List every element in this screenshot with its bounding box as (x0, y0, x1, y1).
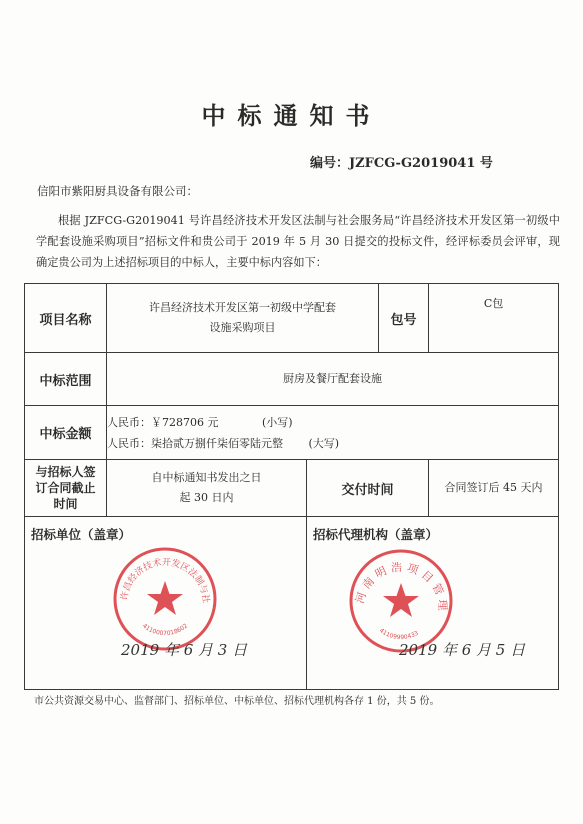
project-name-line1: 许昌经济技术开发区第一初级中学配套 (149, 301, 337, 314)
amount-label: 中标金额 (25, 406, 107, 460)
scope-label: 中标范围 (25, 353, 107, 406)
agency-label: 招标代理机构（盖章） (313, 527, 439, 542)
package-value: C包 (429, 284, 559, 353)
tenderer-signature-cell (25, 517, 307, 690)
amount-words-line (107, 433, 558, 454)
deadline-label-line3: 时间 (53, 497, 78, 511)
agency-seal-code: 41109990433 (377, 627, 420, 642)
package-label: 包号 (379, 284, 429, 353)
amount-words: 人民币：柒拾贰万捌仟柒佰零陆元整 (107, 436, 283, 450)
svg-text:4110007018602 (141, 622, 189, 637)
amount-numeric-line (107, 412, 558, 433)
agency-seal-text: 河南明浩项目管理 (353, 560, 450, 615)
deadline-value-line1: 自中标通知书发出之日 (151, 471, 262, 484)
document-number: 编号：JZFCG-G2019041 号 (310, 156, 493, 171)
deadline-label (25, 460, 107, 517)
amount-numeric-tag: (小写) (262, 415, 293, 429)
tenderer-seal (111, 545, 219, 653)
amount-cell (107, 406, 559, 460)
tenderer-seal-text: 许昌经济技术开发区法制与社 (119, 557, 211, 604)
deadline-value (107, 460, 307, 517)
delivery-label: 交付时间 (307, 460, 429, 517)
tenderer-seal-code: 4110007018602 (141, 622, 190, 638)
amount-words-tag: (大写) (308, 436, 340, 450)
project-name-cell (107, 284, 379, 353)
agency-signature-cell (307, 517, 559, 690)
notice-body: 根据 JZFCG-G2019041 号许昌经济技术开发区法制与社会服务局“许昌经济技术开发区第一初级中学配套设施采购项目”招标文件和贵公司于 2019 年 5 月 30 日提交的投标文件，经评标委员会评审，现确定贵公司为上述招标项目的中标人，主要中标内容如下： (36, 214, 560, 269)
distribution-note: 市公共资源交易中心、监督部门、招标单位、中标单位、招标代理机构各存 1 份，共 5 份。 (34, 696, 440, 707)
page-title: 中标通知书 (201, 101, 382, 130)
deadline-value-line2: 起 30 日内 (179, 491, 234, 504)
deadline-label-line2: 订合同截止 (35, 481, 96, 495)
tenderer-date: 2019 年 6 月 3 日 (121, 641, 248, 659)
addressee: 信阳市紫阳厨具设备有限公司： (37, 184, 198, 198)
award-table (24, 283, 559, 690)
scope-value: 厨房及餐厅配套设施 (107, 353, 559, 406)
delivery-value: 合同签订后 45 天内 (429, 460, 559, 517)
project-name-label: 项目名称 (25, 284, 107, 353)
amount-numeric: 人民币：￥728706 元 (107, 415, 219, 429)
tenderer-seal-graphic (111, 545, 219, 653)
project-name-line2: 设施采购项目 (209, 321, 276, 334)
agency-date: 2019 年 6 月 5 日 (399, 641, 526, 659)
deadline-label-line1: 与招标人签 (35, 465, 96, 479)
tenderer-label: 招标单位（盖章） (31, 527, 132, 542)
